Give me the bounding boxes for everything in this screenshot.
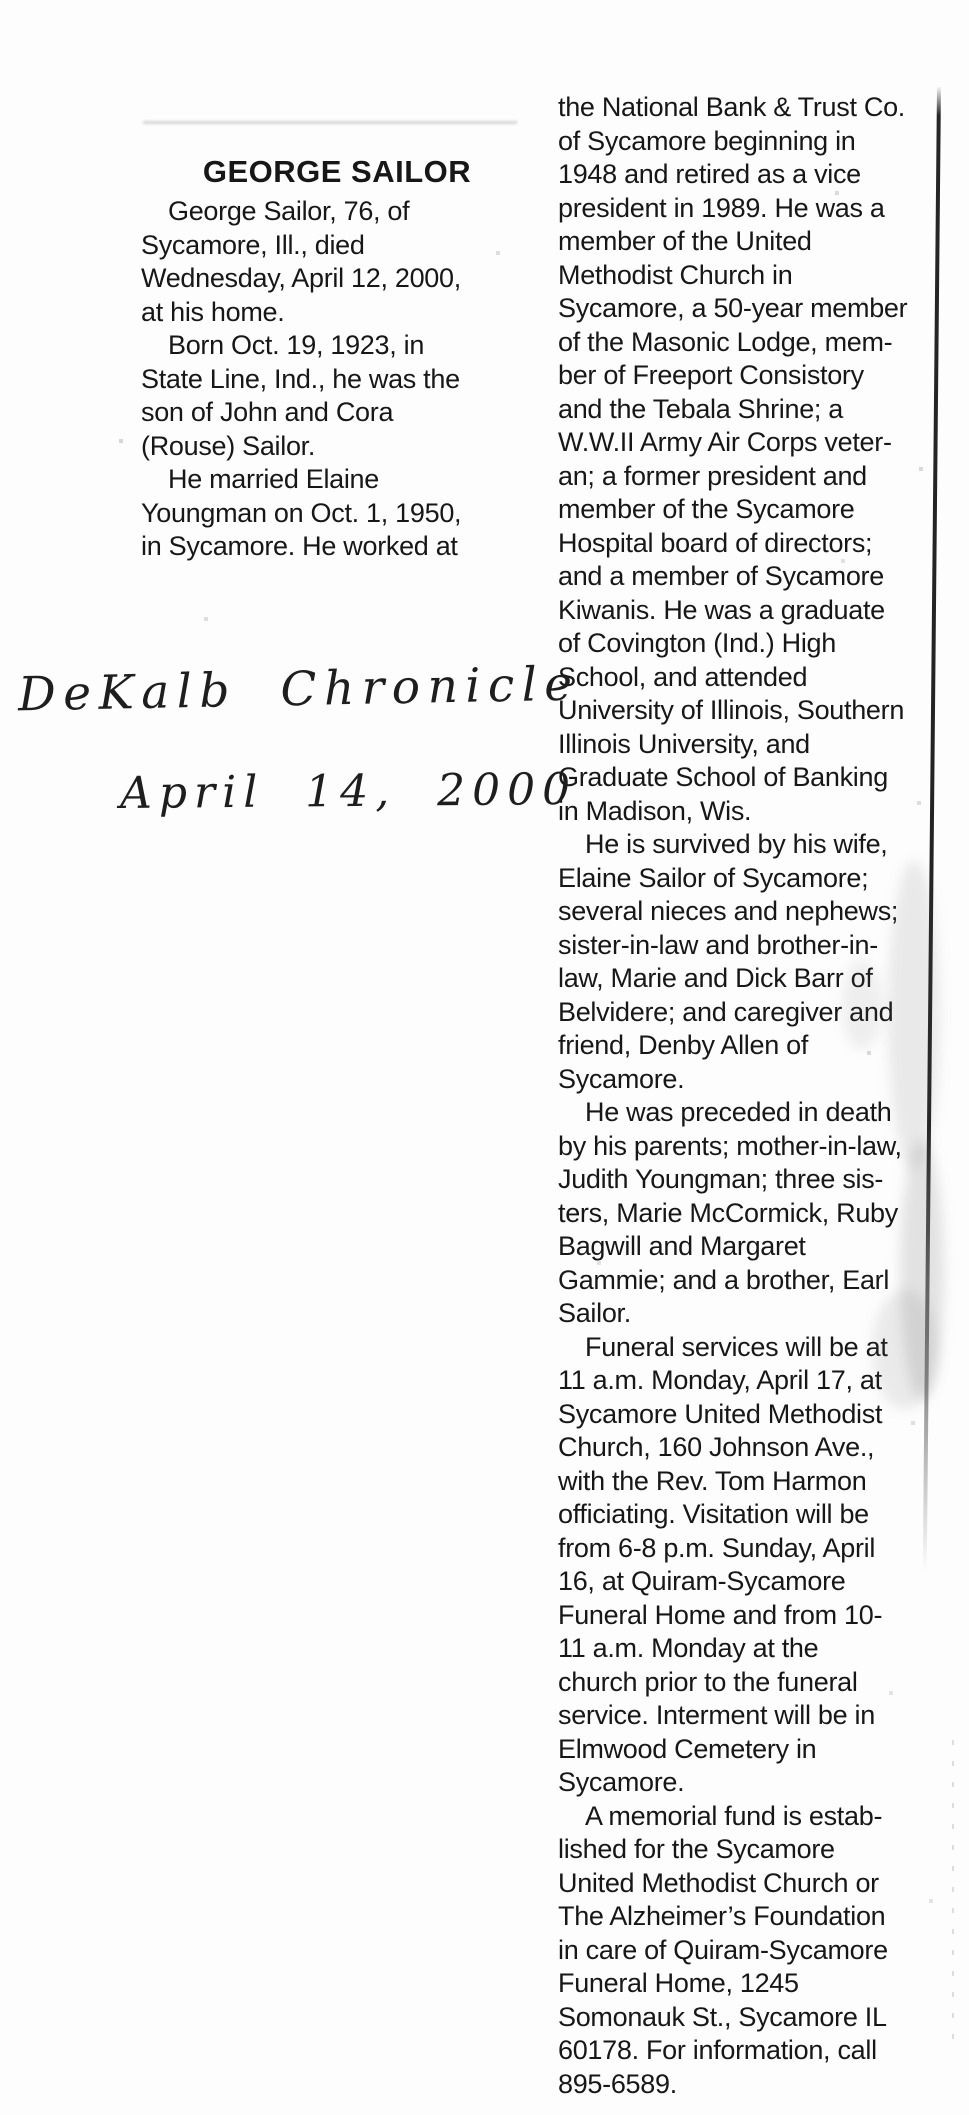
text-line: Funeral Home, 1245 xyxy=(558,1968,799,1998)
text-line: Elmwood Cemetery in xyxy=(558,1733,817,1764)
text-line: of Sycamore beginning in xyxy=(558,125,856,156)
text-line: several nieces and nephews; xyxy=(558,896,899,926)
handwritten-source-annotation: DeKalb Chronicle xyxy=(17,656,581,723)
text-line: Church, 160 Johnson Ave., xyxy=(558,1432,875,1462)
text-line: by his parents; mother-in-law, xyxy=(558,1130,902,1161)
text-line: Judith Youngman; three sis- xyxy=(558,1164,884,1194)
text-line: of Covington (Ind.) High xyxy=(558,628,836,658)
scan-noise-speckles xyxy=(0,0,2,2)
text-line: Elaine Sailor of Sycamore; xyxy=(558,862,869,893)
text-line: in Sycamore. He worked at xyxy=(141,531,458,561)
text-line: ber of Freeport Consistory xyxy=(558,360,864,390)
text-line: lished for the Sycamore xyxy=(558,1834,835,1864)
text-line: and a member of Sycamore xyxy=(558,561,884,591)
text-line: member of the United xyxy=(558,226,812,256)
text-line: officiating. Visitation will be xyxy=(558,1499,869,1529)
text-line: University of Illinois, Southern xyxy=(558,695,905,725)
text-line: He is survived by his wife, xyxy=(585,829,888,859)
text-line: 11 a.m. Monday, April 17, at xyxy=(558,1365,882,1395)
text-line: at his home. xyxy=(141,296,285,327)
text-line: Born Oct. 19, 1923, in xyxy=(168,330,425,360)
text-line: Methodist Church in xyxy=(558,259,793,290)
text-line: School, and attended xyxy=(558,661,808,692)
text-line: Funeral services will be at xyxy=(585,1331,888,1362)
text-line: 16, at Quiram-Sycamore xyxy=(558,1566,846,1596)
faint-edge-trace xyxy=(952,1740,954,2040)
text-line: Sycamore, a 50-year member xyxy=(558,293,908,323)
text-line: Kiwanis. He was a graduate xyxy=(558,594,885,625)
obituary-left-column xyxy=(141,195,533,564)
text-line: church prior to the funeral xyxy=(558,1666,858,1697)
text-line: Gammie; and a brother, Earl xyxy=(558,1264,890,1295)
text-line: He was preceded in death xyxy=(585,1097,892,1127)
text-line: 895-6589. xyxy=(558,2068,677,2099)
text-line: Funeral Home and from 10- xyxy=(558,1599,883,1630)
text-line: 1948 and retired as a vice xyxy=(558,159,861,189)
text-line: 60178. For information, call xyxy=(558,2035,877,2065)
handwritten-date-annotation: April 14, 2000 xyxy=(119,764,578,819)
text-line: Youngman on Oct. 1, 1950, xyxy=(141,497,462,528)
text-line: Wednesday, April 12, 2000, xyxy=(141,263,461,293)
text-line: (Rouse) Sailor. xyxy=(141,430,316,461)
text-line: of the Masonic Lodge, mem- xyxy=(558,326,893,357)
text-line: George Sailor, 76, of xyxy=(168,196,410,226)
text-line: and the Tebala Shrine; a xyxy=(558,393,844,424)
clipping-top-edge xyxy=(143,121,517,124)
text-line: ters, Marie McCormick, Ruby xyxy=(558,1197,898,1228)
scan-smudge xyxy=(842,960,882,1050)
text-line: with the Rev. Tom Harmon xyxy=(558,1465,867,1496)
text-line: the National Bank & Trust Co. xyxy=(558,92,905,122)
text-line: sister-in-law and brother-in- xyxy=(558,929,878,960)
text-line: Sycamore, Ill., died xyxy=(141,229,365,260)
text-line: Sailor. xyxy=(558,1298,631,1328)
obituary-headline: GEORGE SAILOR xyxy=(202,154,472,189)
text-line: Belvidere; and caregiver and xyxy=(558,996,894,1027)
text-line: president in 1989. He was a xyxy=(558,192,885,223)
text-line: A memorial fund is estab- xyxy=(585,1800,883,1831)
text-line: member of the Sycamore xyxy=(558,494,855,524)
text-line: law, Marie and Dick Barr of xyxy=(558,963,873,993)
text-line: Illinois University, and xyxy=(558,728,810,759)
text-line: Graduate School of Banking xyxy=(558,762,888,792)
text-line: service. Interment will be in xyxy=(558,1700,875,1730)
scan-smudge xyxy=(888,860,940,1170)
text-line: Sycamore. xyxy=(558,1767,685,1797)
text-line: friend, Denby Allen of xyxy=(558,1030,809,1060)
text-line: from 6-8 p.m. Sunday, April xyxy=(558,1532,876,1563)
text-line: son of John and Cora xyxy=(141,397,394,427)
text-line: He married Elaine xyxy=(168,464,379,494)
text-line: Hospital board of directors; xyxy=(558,527,873,558)
text-line: in Madison, Wis. xyxy=(558,795,752,826)
scan-smudge xyxy=(872,1290,938,1410)
text-line: Sycamore United Methodist xyxy=(558,1398,883,1429)
text-line: Somonauk St., Sycamore IL xyxy=(558,2001,887,2032)
text-line: United Methodist Church or xyxy=(558,1867,879,1898)
text-line: in care of Quiram-Sycamore xyxy=(558,1934,888,1965)
text-line: The Alzheimer’s Foundation xyxy=(558,1901,886,1931)
text-line: State Line, Ind., he was the xyxy=(141,363,460,394)
text-line: 11 a.m. Monday at the xyxy=(558,1633,819,1663)
text-line: W.W.II Army Air Corps veter- xyxy=(558,427,892,457)
text-line: Sycamore. xyxy=(558,1063,685,1094)
text-line: an; a former president and xyxy=(558,460,867,491)
text-line: Bagwill and Margaret xyxy=(558,1231,806,1261)
